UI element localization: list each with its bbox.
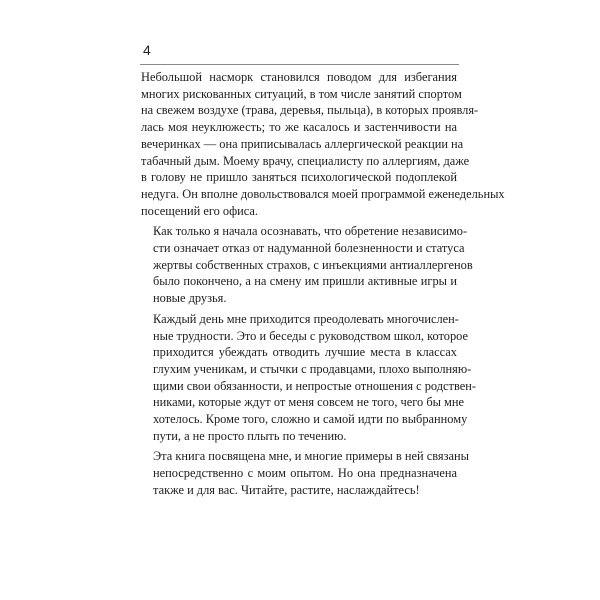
text-line: приходится убеждать отводить лучшие места в классах: [153, 345, 457, 360]
text-line: щими свои обязанности, и непростые отношения с родствен-: [153, 378, 477, 393]
text-line: Каждый день мне приходится преодолевать многочислен-: [153, 311, 459, 326]
text-line: в голову не пришло заняться психологической подоплекой: [141, 170, 457, 185]
text-line: новые друзья.: [153, 291, 227, 306]
text-line: посещений его офиса.: [141, 203, 258, 218]
text-line: Небольшой насморк становился поводом для избегания: [141, 70, 457, 84]
header-rule: [140, 64, 459, 65]
paragraph-1: [141, 69, 505, 219]
paragraph-2: [141, 223, 473, 307]
text-line: было покончено, а на смену им пришли активные игры и: [153, 274, 457, 289]
text-line: сти означает отказ от надуманной болезненности и статуса: [153, 241, 465, 256]
text-line: непосредственно с моим опытом. Но она предназначена: [153, 466, 457, 481]
text-line: хотелось. Кроме того, сложно и самой идти по выбранному: [153, 412, 468, 427]
text-line: недуга. Он вполне довольствовался моей программой еженедельных: [141, 186, 505, 201]
text-line: табачный дым. Моему врачу, специалисту по аллергиям, даже: [141, 153, 470, 168]
text-line: глухим ученикам, и стычки с продавцами, плохо выполняю-: [153, 361, 472, 376]
text-line: никами, которые ждут от меня совсем не того, чего бы мне: [153, 395, 465, 410]
text-line: вечеринках — она приписывалась аллергической реакции на: [141, 136, 464, 151]
text-line: на свежем воздухе (трава, деревья, пыльца), в которых проявля-: [141, 103, 479, 118]
text-line: жертвы собственных страхов, с инъекциями антиаллергенов: [153, 257, 473, 272]
paragraph-3: [141, 311, 477, 445]
body-text: [141, 69, 505, 503]
text-line: многих рискованных ситуаций, в том числе занятий спортом: [141, 86, 462, 101]
text-line: также и для вас. Читайте, растите, наслаждайтесь!: [153, 482, 420, 497]
text-line: Эта книга посвящена мне, и многие примеры в ней связаны: [153, 449, 469, 464]
text-line: Как только я начала осознавать, что обретение независимо-: [153, 224, 468, 239]
text-line: пути, а не просто плыть по течению.: [153, 428, 347, 443]
text-line: ные трудности. Это и беседы с руководством школ, которое: [153, 328, 469, 343]
paragraph-4: [141, 448, 469, 498]
text-line: лась моя неуклюжесть; то же касалось и застенчивости на: [141, 120, 457, 135]
page-number: 4: [143, 42, 151, 58]
